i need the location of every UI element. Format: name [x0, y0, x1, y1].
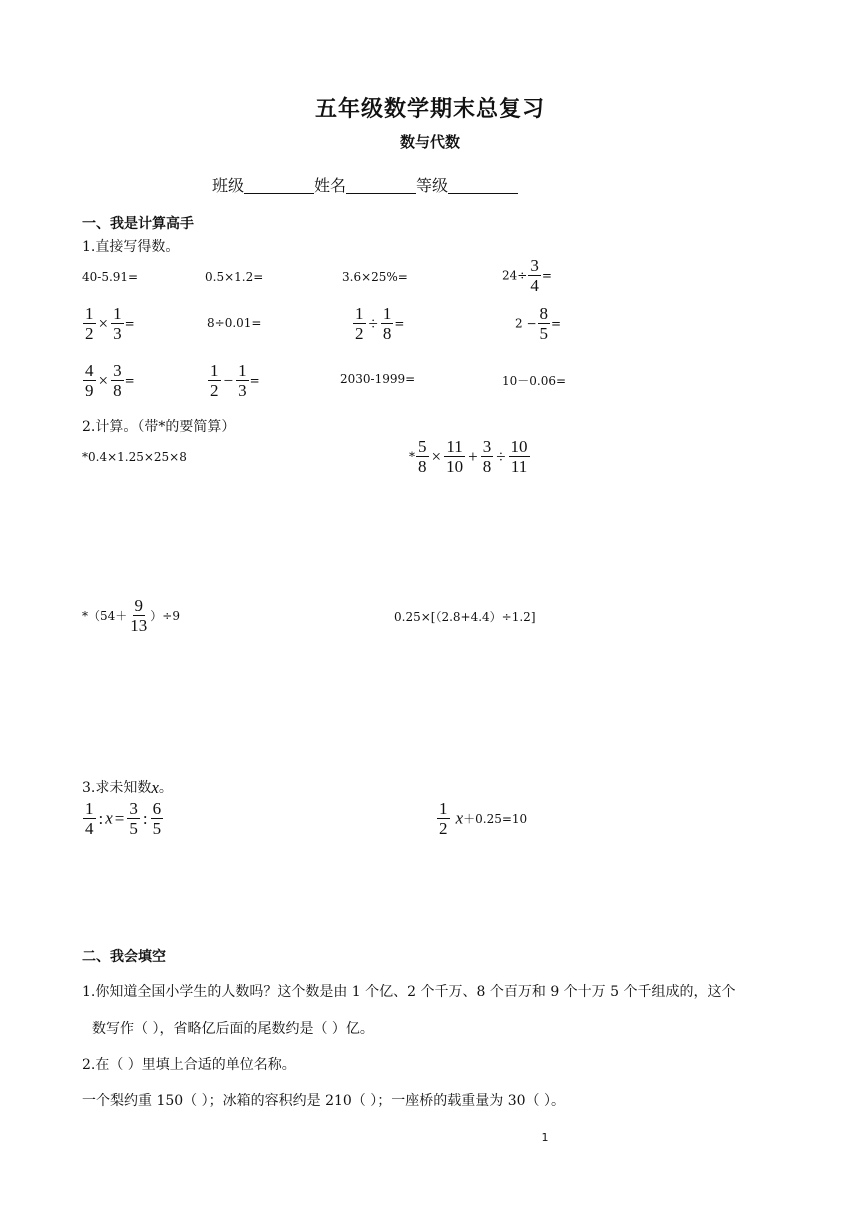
q2-item-b: * $\frac{5}{8}$ × $\frac{11}{10}$ + $\frac{3}{8}$ ÷ $\frac{10}{11}$ — [409, 437, 528, 476]
page-subtitle: 数与代数 — [399, 133, 460, 151]
fraction: $\frac{5}{8}$ — [418, 437, 427, 476]
page-number: 1 — [541, 1131, 549, 1144]
s2-q1-line1: 1.你知道全国小学生的人数吗？这个数是由 1 个亿、2 个千万、8 个百万和 9 个十万 5 个千组成的，这个 — [82, 984, 736, 1000]
student-info-line — [212, 173, 518, 196]
fraction: $\frac{8}{5}$ — [539, 304, 549, 343]
fraction: $\frac{1}{2}$ — [210, 361, 219, 400]
q1-item-9: $\frac{4}{9}$ × $\frac{3}{8}$ = — [85, 361, 135, 400]
fraction: $\frac{9}{13}$ — [130, 596, 148, 635]
section2-heading: 二、我会填空 — [82, 949, 166, 965]
q1-item-10: $\frac{1}{2}$ − $\frac{1}{3}$ = — [210, 361, 260, 400]
s2-q2-line: 一个梨约重 150（ ）；冰箱的容积约是 210（ ）；一座桥的载重量为 30（ ）。 — [82, 1093, 565, 1109]
fraction: $\frac{3}{4}$ — [530, 256, 539, 295]
q1-item-11: 2030-1999= — [340, 372, 416, 386]
fraction: $\frac{10}{11}$ — [510, 437, 528, 476]
fraction: $\frac{11}{10}$ — [446, 437, 464, 476]
fraction: $\frac{1}{2}$ — [85, 304, 94, 343]
class-blank[interactable] — [244, 175, 314, 194]
fraction: $\frac{1}{2}$ — [439, 799, 448, 838]
fraction: $\frac{1}{2}$ — [355, 304, 364, 343]
q2-title: 2.计算。（带*的要简算） — [82, 419, 236, 435]
name-blank[interactable] — [346, 175, 416, 194]
q1-item-6: 8÷0.01= — [207, 316, 262, 330]
s2-q2-title: 2.在（ ）里填上合适的单位名称。 — [82, 1057, 296, 1073]
fraction: $\frac{3}{5}$ — [129, 799, 138, 838]
q2-item-a: *0.4×1.25×25×8 — [82, 450, 187, 464]
fraction: $\frac{3}{8}$ — [482, 437, 492, 476]
name-label: 姓名 — [314, 176, 347, 195]
fraction: $\frac{1}{4}$ — [85, 799, 94, 838]
q1-item-2: 0.5×1.2= — [205, 270, 264, 284]
q1-item-3: 3.6×25%= — [342, 270, 408, 284]
s2-q1-line2: 数写作（ ），省略亿后面的尾数约是（ ）亿。 — [92, 1021, 374, 1037]
fraction: $\frac{1}{3}$ — [113, 304, 122, 343]
fraction: $\frac{4}{9}$ — [85, 361, 94, 400]
q2-item-c: *（54＋ $\frac{9}{13}$ ）÷9 — [82, 596, 180, 635]
page-title: 五年级数学期末总复习 — [314, 97, 545, 122]
fraction: $\frac{1}{8}$ — [382, 304, 392, 343]
q3-title: 3.求未知数x。 — [82, 778, 173, 797]
fraction: $\frac{6}{5}$ — [152, 799, 162, 838]
q2-item-d: 0.25×[（2.8+4.4）÷1.2] — [394, 610, 536, 624]
q1-item-4: 24÷ $\frac{3}{4}$ = — [502, 256, 552, 295]
q1-item-8: 2 − $\frac{8}{5}$ = — [515, 304, 562, 343]
fraction: $\frac{1}{3}$ — [238, 361, 247, 400]
q3-item-b: $\frac{1}{2}$ x＋0.25=10 — [439, 799, 528, 838]
fraction: $\frac{3}{8}$ — [113, 361, 122, 400]
q1-item-5: $\frac{1}{2}$ × $\frac{1}{3}$ = — [85, 304, 135, 343]
grade-blank[interactable] — [448, 175, 518, 194]
grade-label: 等级 — [416, 176, 449, 195]
class-label: 班级 — [212, 176, 245, 195]
q1-item-1: 40-5.91= — [82, 270, 139, 284]
q1-item-7: $\frac{1}{2}$ ÷ $\frac{1}{8}$ = — [355, 304, 405, 343]
q1-item-12: 10－0.06= — [502, 374, 567, 388]
q3-item-a: $\frac{1}{4}$ : x = $\frac{3}{5}$ : $\frac{6}{5}$ — [85, 799, 162, 838]
q1-title: 1.直接写得数。 — [82, 239, 180, 255]
section1-heading: 一、我是计算高手 — [82, 216, 194, 232]
